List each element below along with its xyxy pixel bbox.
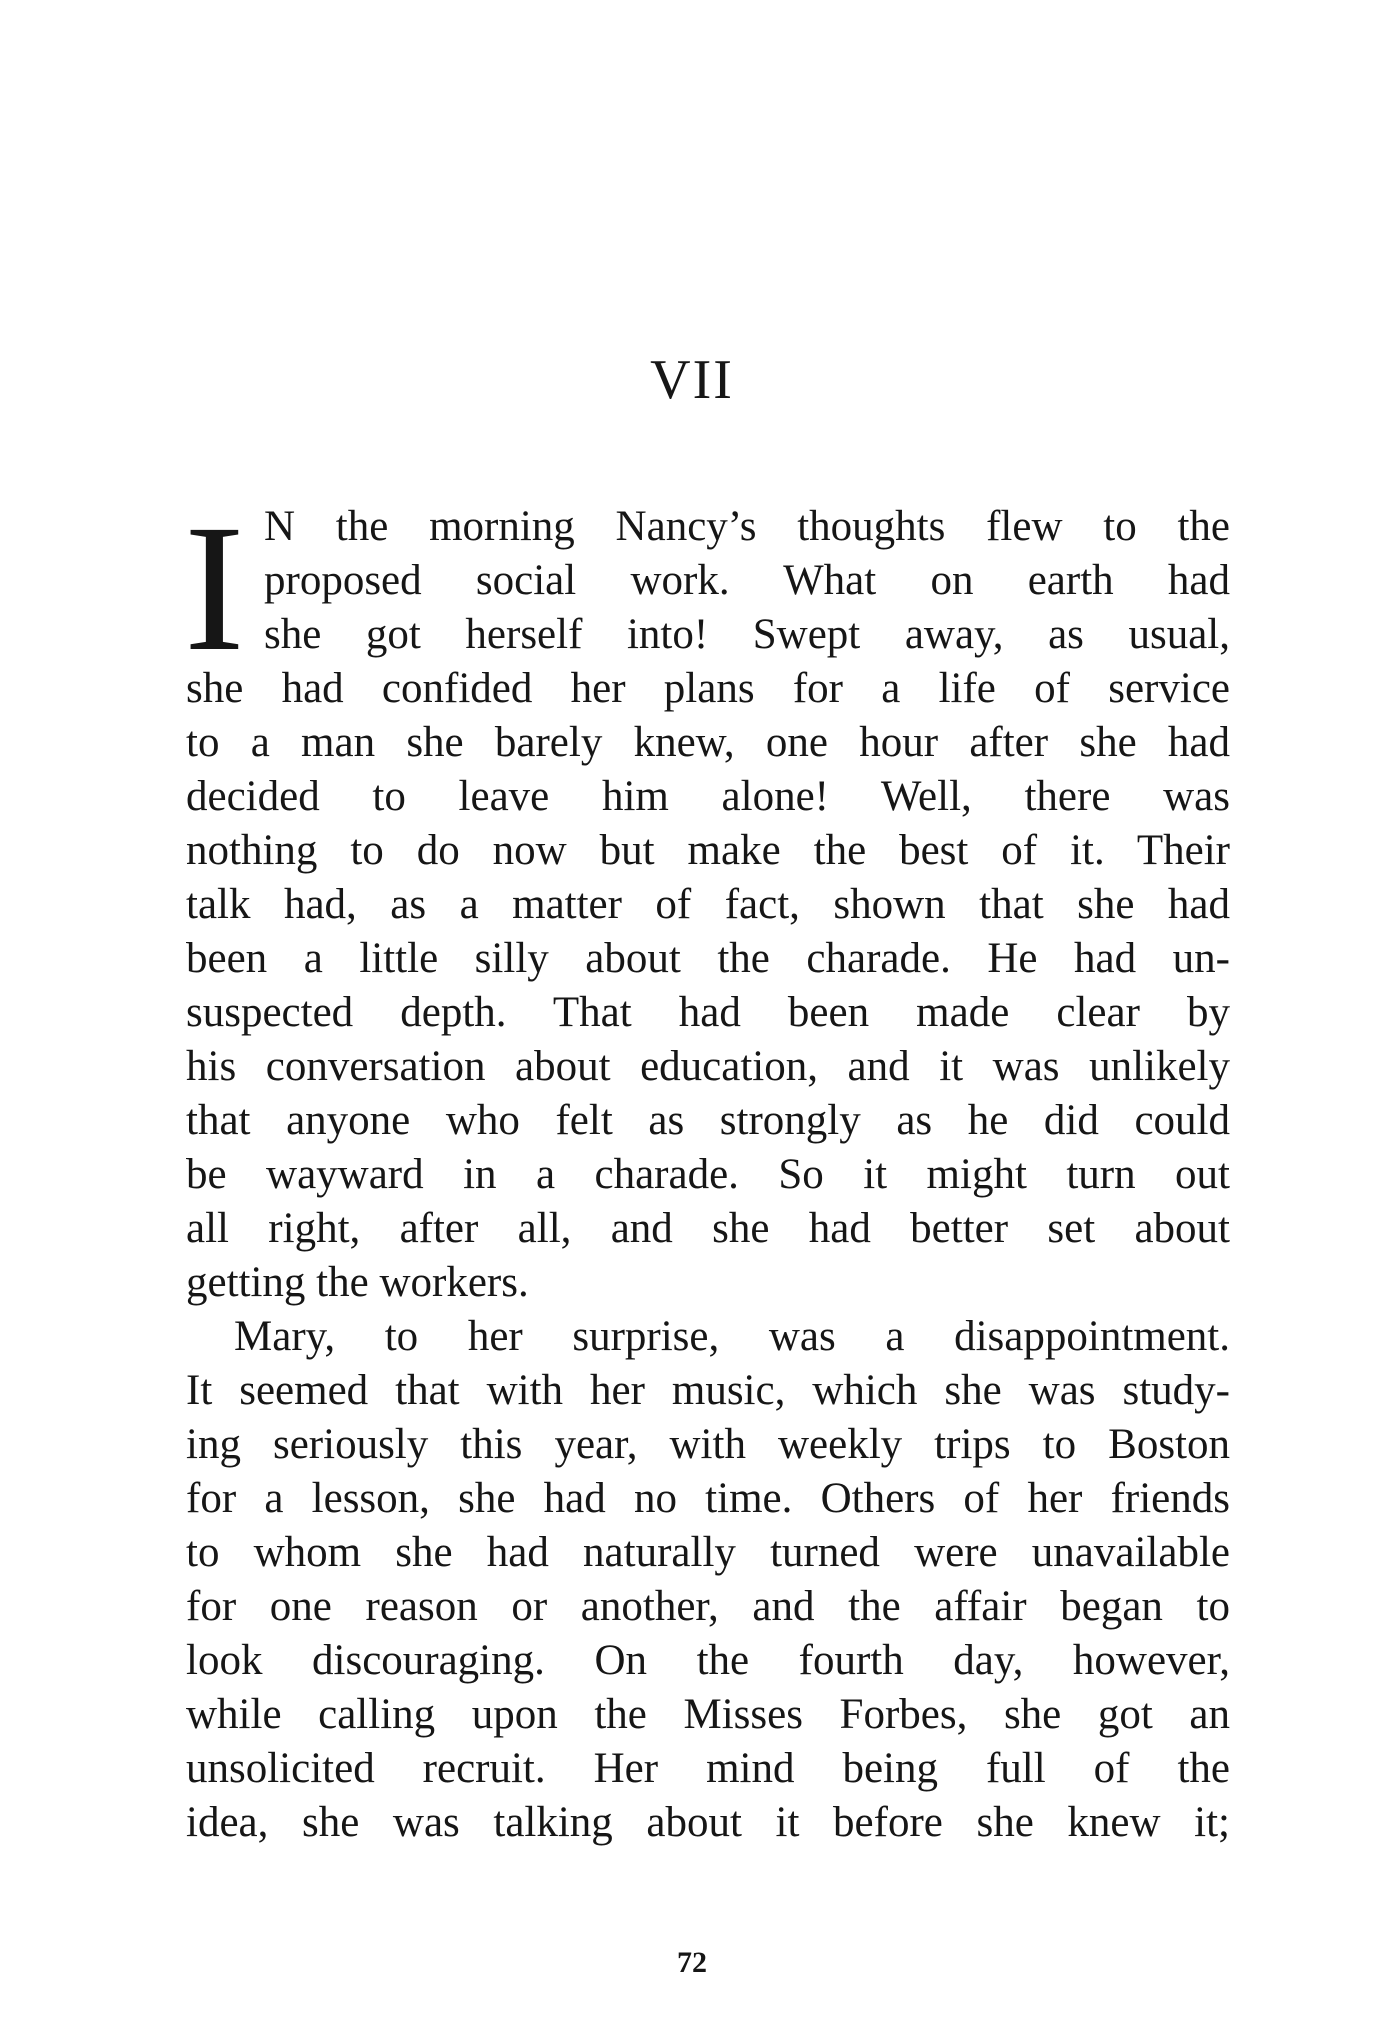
- text-line: idea, she was talking about it before she knew it;: [186, 1799, 1230, 1846]
- text-line: she got herself into! Swept away, as usual,: [264, 611, 1230, 658]
- paragraph-1: [184, 488, 1230, 1310]
- text-line: look discouraging. On the fourth day, however,: [186, 1637, 1230, 1684]
- text-line: It seemed that with her music, which she was study-: [186, 1367, 1230, 1414]
- text-line: decided to leave him alone! Well, there was: [186, 773, 1230, 820]
- text-line: that anyone who felt as strongly as he did could: [186, 1097, 1230, 1144]
- text-line: N the morning Nancy’s thoughts flew to the: [264, 503, 1230, 550]
- text-line: she had confided her plans for a life of service: [186, 665, 1230, 712]
- page-number: 72: [677, 1946, 707, 1979]
- text-line: talk had, as a matter of fact, shown that she had: [186, 881, 1230, 928]
- text-line: been a little silly about the charade. He had un-: [186, 935, 1230, 982]
- text-line: be wayward in a charade. So it might turn out: [186, 1151, 1230, 1198]
- drop-cap: I: [184, 488, 245, 689]
- text-line: his conversation about education, and it was unlikely: [186, 1043, 1230, 1090]
- text-line: unsolicited recruit. Her mind being full of the: [186, 1745, 1230, 1792]
- text-line: while calling upon the Misses Forbes, she got an: [186, 1691, 1230, 1738]
- body-text: [184, 488, 1230, 1850]
- text-line: Mary, to her surprise, was a disappointment.: [234, 1313, 1230, 1360]
- text-line: proposed social work. What on earth had: [264, 557, 1230, 604]
- text-line: all right, after all, and she had better set about: [186, 1205, 1230, 1252]
- text-line: to whom she had naturally turned were unavailable: [186, 1529, 1230, 1576]
- text-line: getting the workers.: [186, 1259, 529, 1306]
- text-line: for a lesson, she had no time. Others of her friends: [186, 1475, 1230, 1522]
- text-line: for one reason or another, and the affair began to: [186, 1583, 1230, 1630]
- text-line: nothing to do now but make the best of it. Their: [186, 827, 1230, 874]
- text-line: ing seriously this year, with weekly trips to Boston: [186, 1421, 1230, 1468]
- text-line: suspected depth. That had been made clear by: [186, 989, 1230, 1036]
- text-line: to a man she barely knew, one hour after she had: [186, 719, 1230, 766]
- paragraph-2: [186, 1310, 1230, 1850]
- chapter-heading: VII: [650, 349, 734, 411]
